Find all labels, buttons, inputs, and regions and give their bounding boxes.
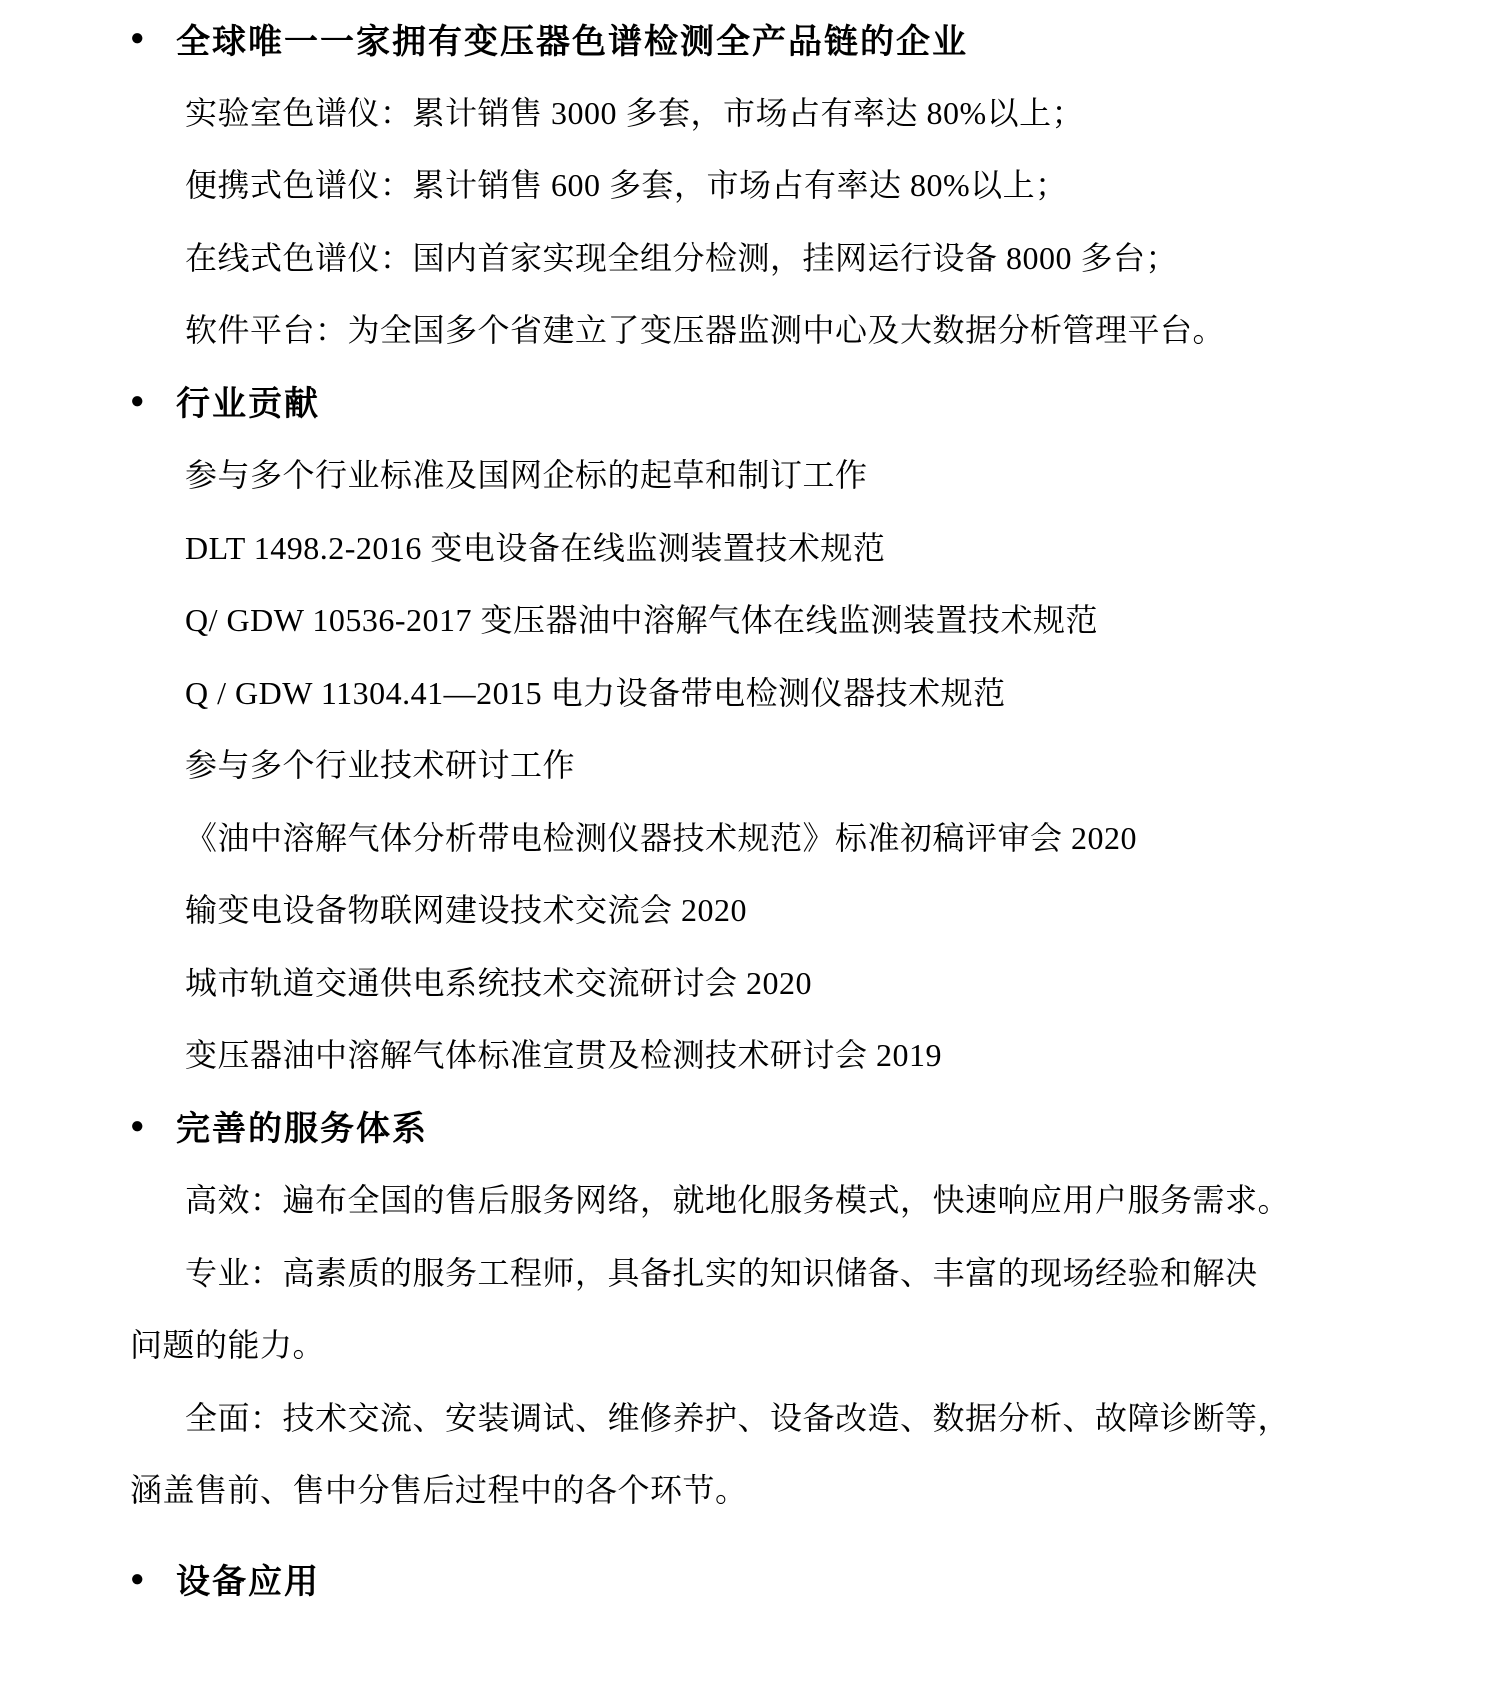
section-equipment-application — [130, 1543, 1486, 1616]
doc-line: 软件平台：为全国多个省建立了变压器监测中心及大数据分析管理平台。 — [185, 312, 1226, 349]
section-service-system — [130, 1090, 1486, 1525]
section-heading-text: 完善的服务体系 — [176, 1110, 428, 1149]
doc-line: 变压器油中溶解气体标准宣贯及检测技术研讨会 2019 — [185, 1037, 943, 1074]
doc-line: 输变电设备物联网建设技术交流会 2020 — [185, 892, 748, 929]
doc-line: 《油中溶解气体分析带电检测仪器技术规范》标准初稿评审会 2020 — [185, 819, 1138, 856]
bullet-icon: ● — [130, 1564, 145, 1592]
doc-line: 高效：遍布全国的售后服务网络，就地化服务模式，快速响应用户服务需求。 — [185, 1182, 1291, 1219]
doc-line: Q/ GDW 10536-2017 变压器油中溶解气体在线监测装置技术规范 — [185, 602, 1099, 639]
section-industry-contribution — [130, 365, 1486, 1090]
doc-line: 参与多个行业标准及国网企标的起草和制订工作 — [185, 457, 868, 494]
doc-line-continuation: 涵盖售前、售中分售后过程中的各个环节。 — [130, 1472, 748, 1509]
doc-line: 城市轨道交通供电系统技术交流研讨会 2020 — [185, 964, 813, 1001]
section-heading — [130, 2, 1486, 75]
bullet-icon: ● — [130, 24, 145, 52]
section-heading — [130, 1090, 1486, 1163]
doc-line: Q / GDW 11304.41—2015 电力设备带电检测仪器技术规范 — [185, 674, 1006, 711]
doc-line: 在线式色谱仪：国内首家实现全组分检测，挂网运行设备 8000 多台； — [185, 239, 1179, 276]
section-heading — [130, 1543, 1486, 1616]
bullet-icon: ● — [130, 386, 145, 414]
doc-line: DLT 1498.2-2016 变电设备在线监测装置技术规范 — [185, 529, 886, 566]
doc-line: 便携式色谱仪：累计销售 600 多套，市场占有率达 80%以上； — [185, 167, 1068, 204]
section-company-overview — [130, 2, 1486, 365]
doc-line: 专业：高素质的服务工程师，具备扎实的知识储备、丰富的现场经验和解决 — [185, 1254, 1258, 1291]
section-heading-text: 全球唯一一家拥有变压器色谱检测全产品链的企业 — [176, 22, 968, 61]
bullet-icon: ● — [130, 1111, 145, 1139]
doc-line: 实验室色谱仪：累计销售 3000 多套，市场占有率达 80%以上； — [185, 94, 1085, 131]
doc-line: 全面：技术交流、安装调试、维修养护、设备改造、数据分析、故障诊断等， — [185, 1399, 1291, 1436]
doc-line: 参与多个行业技术研讨工作 — [185, 747, 576, 784]
section-heading — [130, 365, 1486, 438]
section-heading-text: 行业贡献 — [176, 385, 320, 424]
section-heading-text: 设备应用 — [176, 1563, 320, 1602]
doc-line-continuation: 问题的能力。 — [130, 1327, 326, 1364]
